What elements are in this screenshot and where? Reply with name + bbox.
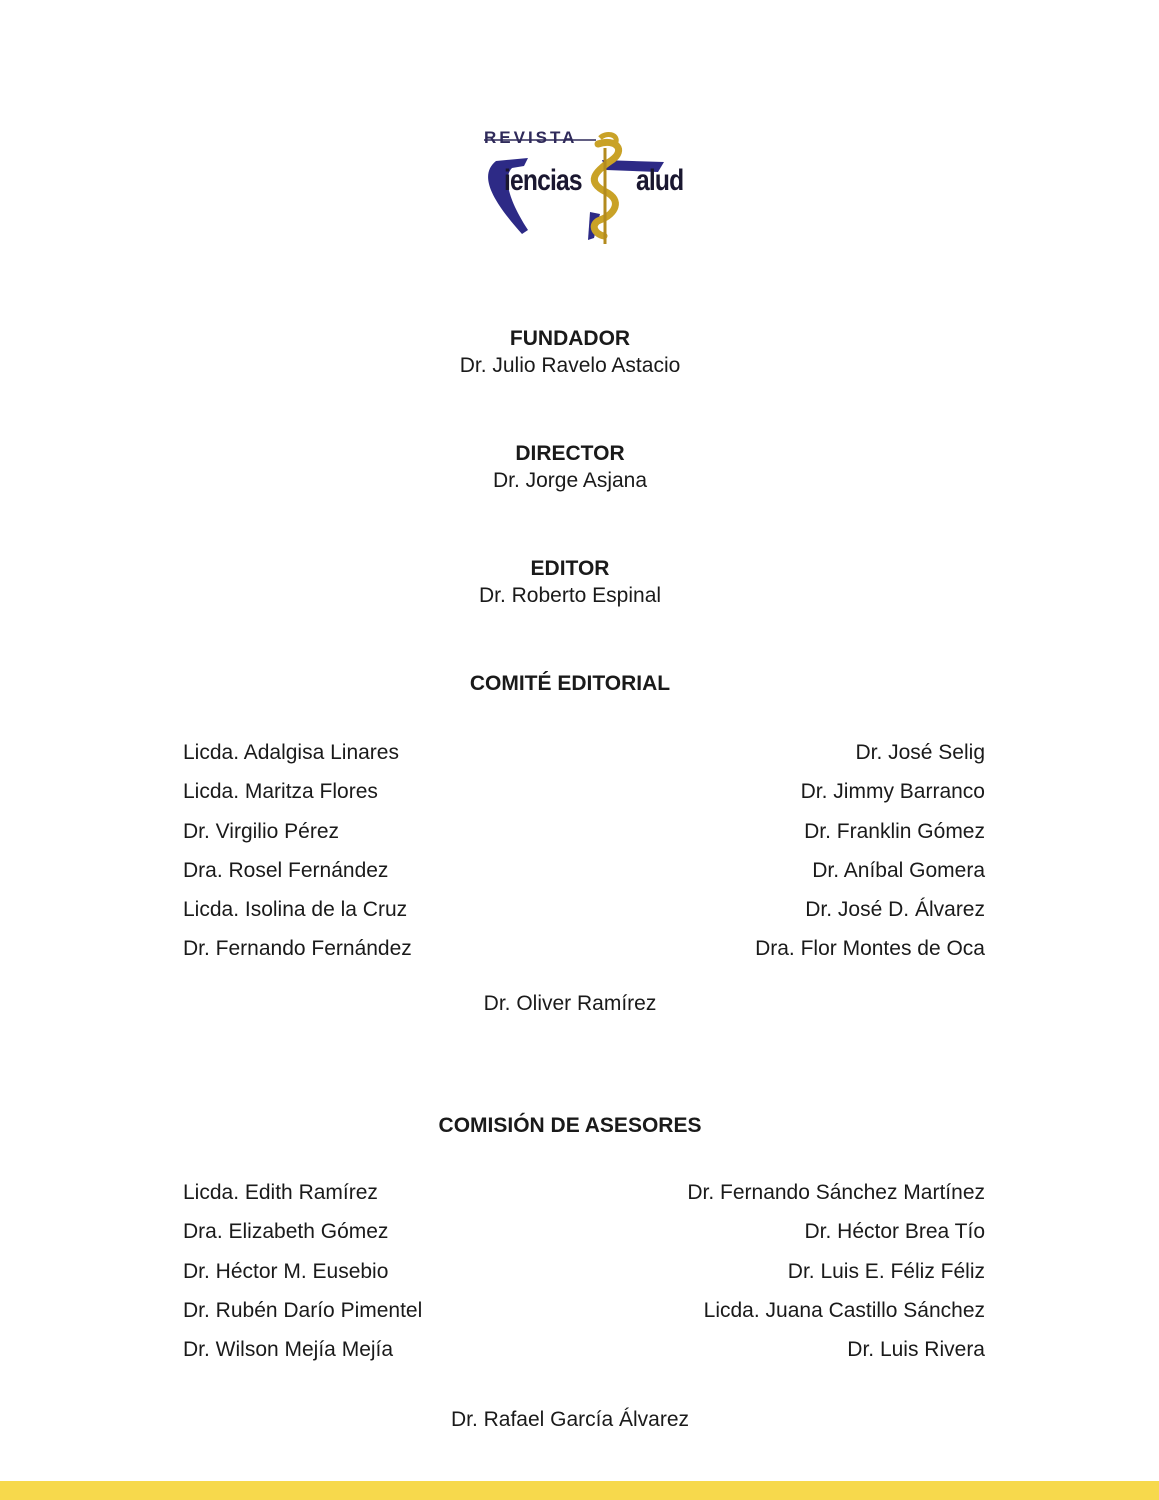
comite-editorial-section — [0, 670, 1140, 697]
comision-member: Dr. Wilson Mejía Mejía — [183, 1338, 394, 1362]
comision-asesores-heading: COMISIÓN DE ASESORES — [438, 1114, 702, 1137]
fundador-section — [0, 325, 1140, 379]
comision-member: Dr. Luis Rivera — [847, 1338, 985, 1362]
fundador-name: Dr. Julio Ravelo Astacio — [459, 354, 681, 377]
logo-revista-text: REVISTA — [484, 128, 578, 147]
comision-member: Dr. Héctor Brea Tío — [804, 1220, 985, 1244]
comite-right-column — [565, 740, 985, 976]
comite-member: Licda. Adalgisa Linares — [183, 741, 399, 764]
comision-member: Dr. Fernando Sánchez Martínez — [687, 1181, 985, 1204]
director-heading: DIRECTOR — [515, 442, 625, 465]
comision-left-column — [183, 1180, 603, 1376]
logo-ciencias-text: iencias — [504, 164, 582, 197]
comision-member: Licda. Juana Castillo Sánchez — [703, 1298, 985, 1322]
comision-member: Licda. Edith Ramírez — [183, 1181, 378, 1204]
comision-center-member: Dr. Rafael García Álvarez — [450, 1408, 690, 1431]
comite-member: Dr. José D. Álvarez — [805, 898, 985, 922]
comite-center-member: Dr. Oliver Ramírez — [483, 992, 657, 1015]
comision-asesores-section — [0, 1112, 1140, 1139]
director-section — [0, 440, 1140, 494]
comision-member: Dr. Héctor M. Eusebio — [183, 1259, 389, 1283]
logo-salud-text: alud — [636, 164, 684, 197]
comision-member: Dr. Luis E. Féliz Féliz — [787, 1259, 985, 1283]
fundador-heading: FUNDADOR — [509, 327, 631, 350]
footer-yellow-bar — [0, 1481, 1159, 1500]
comite-member: Dr. Franklin Gómez — [804, 819, 985, 843]
comision-right-column — [565, 1180, 985, 1376]
comision-member: Dr. Rubén Darío Pimentel — [183, 1298, 423, 1322]
comite-left-column — [183, 740, 603, 976]
comite-center-member-block — [0, 990, 1140, 1017]
revista-ciencias-salud-logo — [466, 126, 706, 256]
comite-member: Dra. Rosel Fernández — [183, 858, 389, 882]
comite-member: Dr. Aníbal Gomera — [812, 858, 985, 882]
comision-center-member-block — [0, 1406, 1140, 1433]
director-name: Dr. Jorge Asjana — [492, 469, 648, 492]
comision-member: Dra. Elizabeth Gómez — [183, 1220, 389, 1244]
comite-member: Dr. José Selig — [855, 741, 985, 764]
comite-member: Dra. Flor Montes de Oca — [755, 937, 985, 961]
editor-section — [0, 555, 1140, 609]
editor-name: Dr. Roberto Espinal — [478, 584, 662, 607]
comite-member: Dr. Fernando Fernández — [183, 937, 412, 961]
comite-member: Licda. Isolina de la Cruz — [183, 898, 408, 922]
comite-editorial-heading: COMITÉ EDITORIAL — [469, 672, 671, 695]
comite-member: Dr. Virgilio Pérez — [183, 819, 340, 843]
editor-heading: EDITOR — [530, 557, 610, 580]
comite-member: Dr. Jimmy Barranco — [800, 780, 985, 804]
comite-member: Licda. Maritza Flores — [183, 780, 378, 804]
